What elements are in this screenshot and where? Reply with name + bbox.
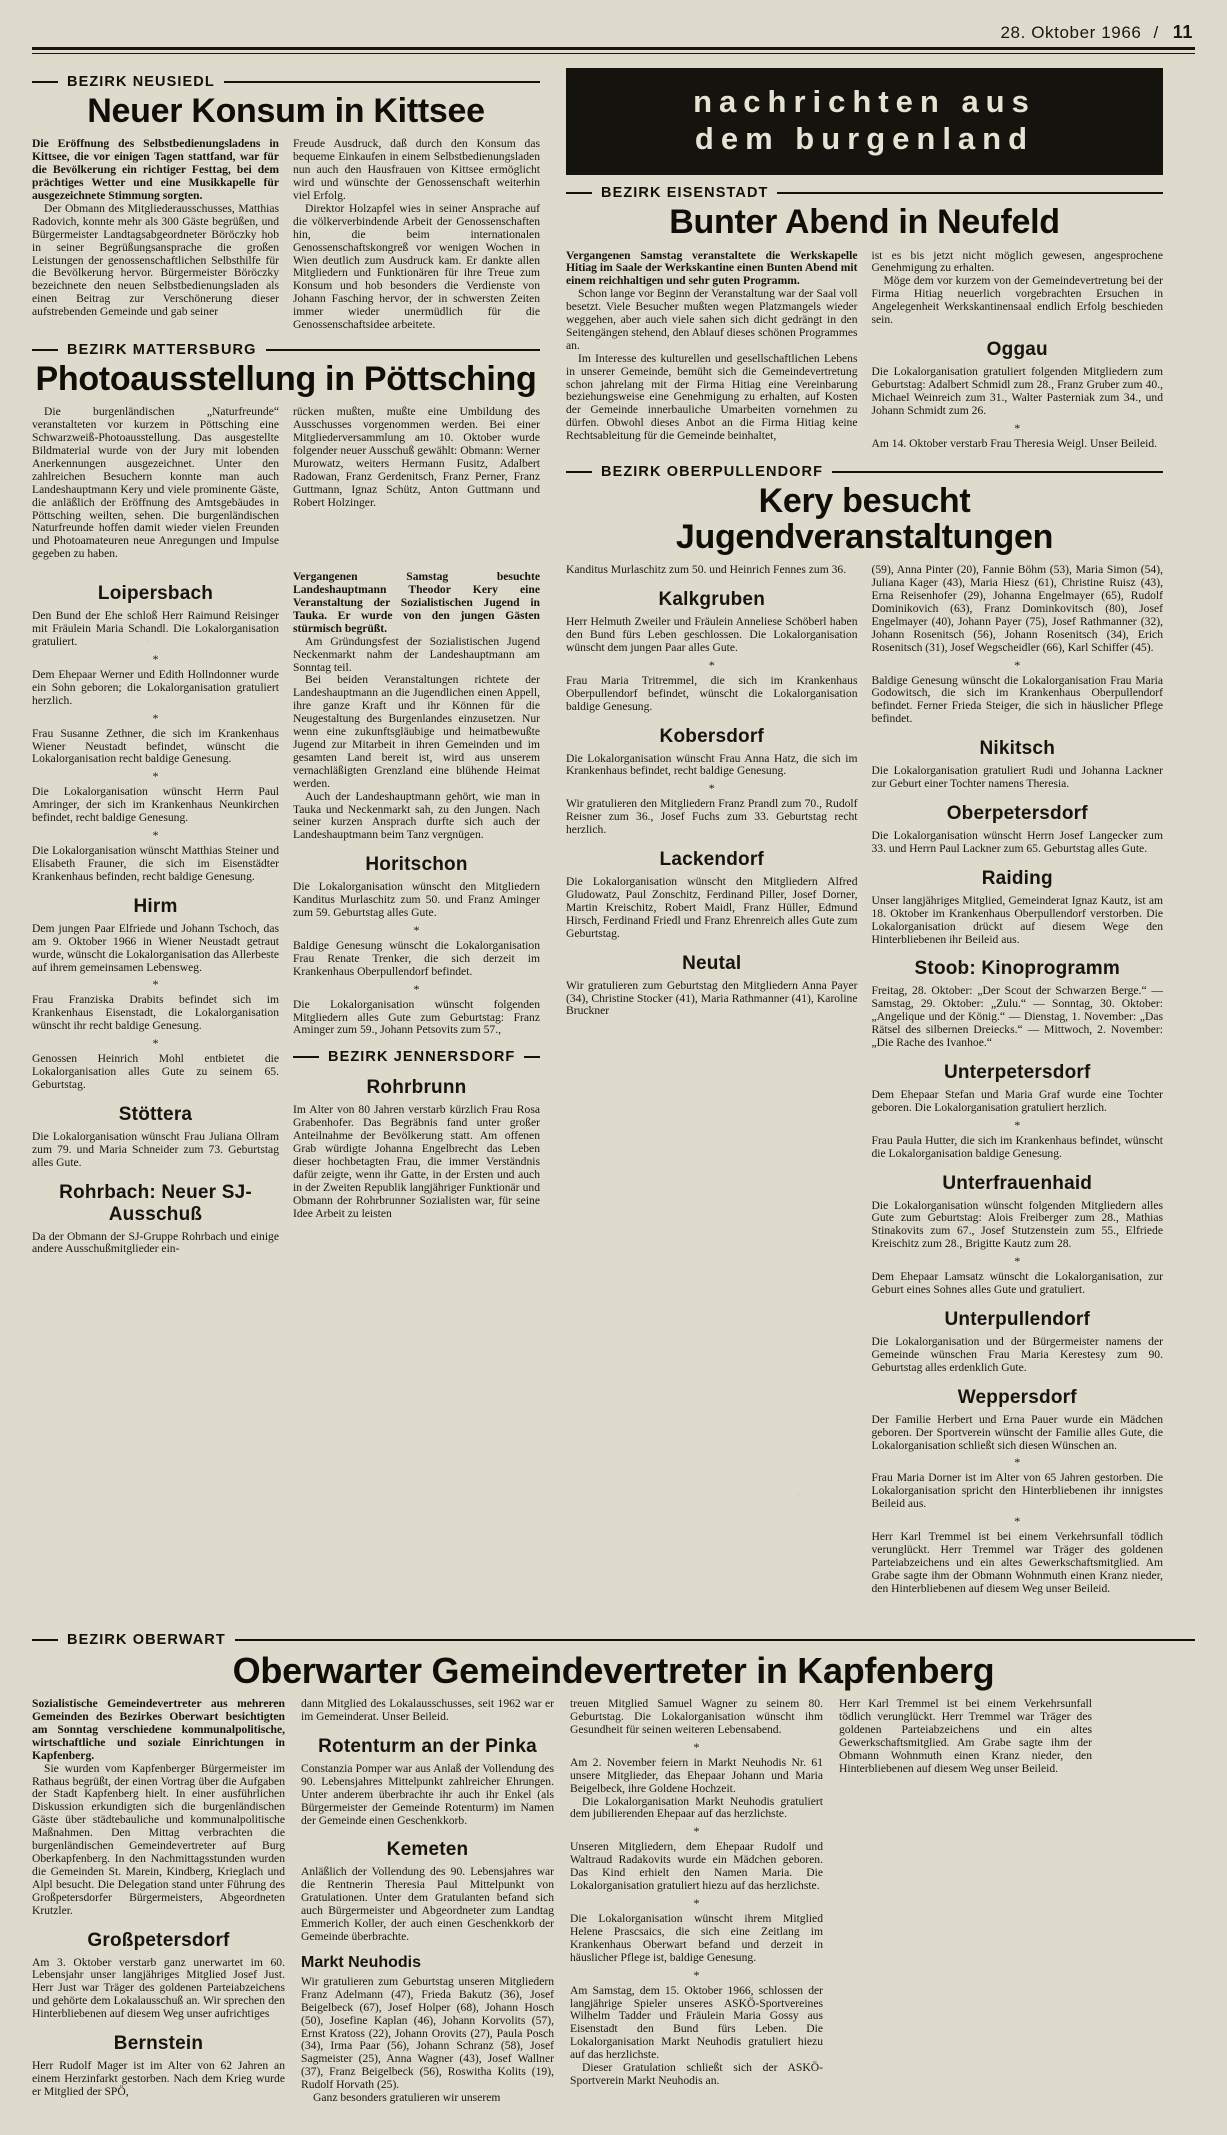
local-title-nikitsch: Nikitsch	[979, 738, 1055, 760]
oberpullendorf-body	[566, 564, 1163, 1596]
local-title-markt-neuhodis: Markt Neuhodis	[301, 1953, 422, 1971]
local-paragraph: Frau Maria Dorner ist im Alter von 65 Jahren gestorben. Die Lokalorganisation spricht den Hinterbliebenen ihr innigstes Beileid aus.	[871, 1471, 1163, 1511]
local-title-weppersdorf: Weppersdorf	[957, 1386, 1077, 1408]
paragraph-separator-asterisk: *	[152, 1036, 159, 1051]
oberwart-col-3	[570, 1698, 823, 2105]
section-label: BEZIRK JENNERSDORF	[328, 1049, 516, 1066]
local-paragraph: Da der Obmann der SJ-Gruppe Rohrbach und einige andere Ausschußmitglieder ein-	[32, 1229, 279, 1256]
paragraph-separator-asterisk: *	[1014, 420, 1021, 435]
paragraph-separator-asterisk: *	[152, 828, 159, 843]
headline-photoausstellung: Photoausstellung in Pöttsching	[35, 359, 537, 398]
article-paragraph: Auch der Landeshauptmann gehört, wie man in Tauka und Neckenmarkt sah, zu den Jungen. Nach seiner kurzen Ansprach durfte sich auch der Landeshauptmann beim Tanz vergnügen.	[293, 789, 540, 842]
local-title-bernstein: Bernstein	[113, 2033, 204, 2055]
rule-dash-icon	[32, 1639, 58, 1641]
headline-kery-besucht: Kery besucht Jugendveranstaltungen	[675, 482, 1054, 556]
oberpullendorf-col-3	[872, 564, 1164, 1596]
article-paragraph: dann Mitglied des Lokalausschusses, seit 1962 war er im Gemeinderat. Unser Beileid.	[301, 1697, 554, 1724]
banner-line-2: dem burgenland	[694, 120, 1035, 156]
section-header-oberwart	[32, 1632, 1195, 1648]
oberpullendorf-col-2	[566, 564, 858, 1596]
local-title-hirm: Hirm	[133, 895, 178, 917]
section-label: BEZIRK OBERPULLENDORF	[601, 464, 824, 481]
article-paragraph: Bei beiden Veranstaltungen richtete der Landeshauptmann an die Jugendlichen einen Appell, ihre ganze Kraft und ihr Können für die Neugestaltung des Burgenlandes einzusetzen. Nur wenn eine zukunftsgläubige und heimatbewußte Jugend zur Mitarbeit in ihren Gemeinden und im gesamten Land bereit ist, wird aus unserem vernachläßigten Grenzland eine blühende Heimat werden.	[293, 673, 540, 790]
local-paragraph: Herr Rudolf Mager ist im Alter von 62 Jahren an einem Herzinfarkt gestorben. Nach dem Krieg wurde er Mitglied der SPÖ,	[32, 2059, 285, 2098]
article-paragraph: rücken mußten, mußte eine Umbildung des Ausschusses vorgenommen werden. Bei einer Mitgliederversammlung am 10. Oktober wurde folgender neuer Ausschuß gewählt: Obmann: Werner Murowatz, weiters Hermann Fusitz, Adalbert Radowan, Franz Gerdenitsch, Franz Perner, Franz Guttmann, Ignaz Schütz, Anton Guttmann und Robert Holzinger.	[293, 405, 540, 509]
section-header-jennersdorf	[293, 1049, 540, 1065]
article-paragraph: Unseren Mitgliedern, dem Ehepaar Rudolf und Waltraud Radakovits wurde ein Mädchen geboren. Das Kind erhielt den Namen Maria. Die Lokalorganisation gratuliert hiezu auf das herzlichste.	[570, 1840, 823, 1893]
section-header-mattersburg	[32, 342, 540, 358]
locals-col-2	[293, 571, 540, 1256]
local-title-unterfrauenhaid: Unterfrauenhaid	[942, 1172, 1093, 1194]
neusiedl-body	[32, 138, 540, 332]
paragraph-separator-asterisk: *	[693, 1896, 700, 1911]
local-paragraph: Baldige Genesung wünscht die Lokalorganisation Frau Renate Trenker, die sich derzeit im Krankenhaus Oberpullendorf befindet.	[293, 938, 540, 978]
local-paragraph: Frau Maria Tritremmel, die sich im Krankenhaus Oberpullendorf befindet, wünscht die Lokalorganisation baldige Genesung.	[566, 673, 858, 713]
article-paragraph: Schon lange vor Beginn der Veranstaltung war der Saal voll besetzt. Viele Besucher mußten wegen Platzmangels wieder weggehen, aber auch viele sahen sich dicht gedrängt in den Seitengängen stehend, den Ablauf dieses schönen Programmes an.	[566, 287, 858, 352]
section-header-eisenstadt	[566, 185, 1163, 201]
paragraph-separator-asterisk: *	[413, 922, 420, 937]
local-title-horitschon: Horitschon	[365, 854, 468, 876]
masthead	[0, 0, 1227, 47]
local-paragraph: Die Lokalorganisation wünscht den Mitgliedern Kanditus Murlaschitz zum 50. und Franz Aminger zum 59. Geburtstag alles Gute.	[293, 880, 540, 920]
local-title-kobersdorf: Kobersdorf	[659, 725, 764, 747]
masthead-banner	[566, 68, 1163, 175]
article-paragraph: Am 2. November feiern in Markt Neuhodis Nr. 61 unsere Mitglieder, das Ehepaar Johann und Maria Beigelbeck, ihre Goldene Hochzeit.	[570, 1755, 823, 1795]
local-paragraph: Die Lokalorganisation wünscht folgenden Mitgliedern alles Gute zum Geburtstag: Franz Aminger zum 59., Johann Petsovits zum 57.,	[293, 997, 540, 1037]
local-title-oggau: Oggau	[986, 338, 1048, 360]
paragraph-separator-asterisk: *	[708, 781, 715, 796]
article-paragraph: treuen Mitglied Samuel Wagner zu seinem 80. Geburtstag. Die Lokalorganisation wünscht ihm Gesundheit für seinen weiteren Lebensabend.	[570, 1697, 823, 1736]
article-paragraph: Herr Karl Tremmel ist bei einem Verkehrsunfall tödlich verunglückt. Herr Tremmel war Träger des goldenen Parteiabzeichens und ein altes Gewerkschaftsmitglied. Am Grabe sagte ihm der Obmann Wohnmuth einen Kranz nieder, den Hinterbliebenen auf diesem Weg unser Beileid.	[839, 1697, 1092, 1775]
section-header-oberpullendorf	[566, 464, 1163, 480]
oberwart-section	[0, 1632, 1227, 2135]
local-paragraph: Genossen Heinrich Mohl entbietet die Lokalorganisation alles Gute zu seinem 65. Geburtstag.	[32, 1052, 279, 1091]
local-paragraph: Den Bund der Ehe schloß Herr Raimund Reisinger mit Fräulein Maria Schandl. Die Lokalorganisation gratuliert.	[32, 609, 279, 648]
paragraph-separator-asterisk: *	[708, 657, 715, 672]
local-title-lackendorf: Lackendorf	[659, 849, 764, 871]
oberwart-col-4	[839, 1698, 1092, 2105]
headline-bunter-abend: Bunter Abend in Neufeld	[669, 203, 1060, 242]
local-paragraph: Im Alter von 80 Jahren verstarb kürzlich Frau Rosa Grabenhofer. Das Begräbnis fand unter großer Anteilnahme der Bevölkerung statt. Am offenen Grab würdigte Johanna Engelbrecht das Leben dieser hochbetagten Frau, die immer Verständnis dafür zeigte, wenn ihr Gatte, in der Ersten und auch in der Zweiten Republik langjähriger Funktionär und Obmann der Rohrbrunner Sozialisten war, für seine Idee Arbeit zu leisten	[293, 1103, 540, 1220]
article-lead: Sozialistische Gemeindevertreter aus mehreren Gemeinden des Bezirkes Oberwart besichtigten am Sonntag verschiedene kommunalpolitische, wirtschaftliche und soziale Einrichtungen in Kapfenberg.	[32, 1697, 285, 1762]
oberwart-body	[32, 1698, 1195, 2105]
local-title-stoettera: Stöttera	[118, 1103, 193, 1125]
article-paragraph: Möge dem vor kurzem von der Gemeindevertretung bei der Firma Hitiag neuerlich vorgebrachten Ersuchen in Angelegenheit Werkskantinensaal endlich Erfolg beschieden sein.	[871, 274, 1163, 327]
left-column-group	[32, 64, 552, 1596]
paragraph-separator-asterisk: *	[1014, 1254, 1021, 1269]
local-paragraph: Frau Susanne Zethner, die sich im Krankenhaus Wiener Neustadt befindet, wünscht die Lokalorganisation recht baldige Genesung.	[32, 726, 279, 766]
local-paragraph: Am 14. Oktober verstarb Frau Theresia Weigl. Unser Beileid.	[871, 436, 1158, 450]
local-paragraph: Ganz besonders gratulieren wir unserem	[313, 2091, 501, 2105]
mattersburg-body	[32, 406, 540, 561]
rule-dash-icon	[566, 471, 592, 473]
local-paragraph: Wir gratulieren zum Geburtstag unseren Mitgliedern Franz Adelmann (47), Frieda Bakutz (36), Josef Beigelbeck (67), Josef Holper (68), Johann Hosch (50), Josefine Kaplan (46), Johann Korvolits (57), Ernst Kratoss (22), Johann Orovits (27), Paula Posch (34), Irma Paar (56), Johann Schranz (58), Josef Sagmeister (25), Anna Wagner (43), Josef Wallner (37), Franz Beigelbeck (56), Roswitha Kolits (19), Rudolf Horvath (25).	[301, 1974, 554, 2092]
local-title-neutal: Neutal	[682, 952, 742, 974]
rule-dash-icon	[777, 192, 1163, 194]
local-title-unterpullendorf: Unterpullendorf	[944, 1309, 1090, 1331]
local-paragraph: Am 3. Oktober verstarb ganz unerwartet im 60. Lebensjahr unser langjähriges Mitglied Josef Just. Herr Just war Träger des goldenen Parteiabzeichens und gehörte dem Lokalausschuß an. Wir sprechen den Hinterbliebenen auf diesem Weg unser aufrichtiges	[32, 1955, 285, 2021]
local-paragraph: Wir gratulieren zum Geburtstag den Mitgliedern Anna Payer (34), Christine Stocker (41), Maria Rathmanner (41), Karoline Bruckner	[566, 978, 858, 1018]
article-paragraph: Sie wurden vom Kapfenberger Bürgermeister im Rathaus begrüßt, der einen Vortrag über die Aufgaben der Stadt Kapfenberg hielt. In einer ausführlichen Diskussion erkundigten sich die burgenländischen Gäste über städtebauliche und kommunalpolitische Maßnahmen. Den Mittag verbrachten die burgenländischen Gemeindevertreter auf Burg Oberkapfenberg. In den Nachmittagsstunden wurden die Gemeinden St. Marein, Kindberg, Krieglach und Alpl besucht. Die Delegation stand unter Führung des Großpetersdorfer Bürgermeisters, Abgeordneten Krutzler.	[32, 1761, 285, 1917]
local-paragraph: Die Lokalorganisation gratuliert Rudi und Johanna Lackner zur Geburt einer Tochter namens Theresia.	[871, 764, 1163, 791]
local-title-kemeten: Kemeten	[386, 1839, 469, 1861]
article-paragraph: Der Obmann des Mitgliederausschusses, Matthias Radovich, konnte mehr als 300 Gäste begrüßen, und Bürgermeister Landtagsabgeordneter Böröczky hob in seiner Begrüßungsansprache die großen Leistungen der genossenschaftlichen Selbsthilfe für die Bevölkerung hervor. Bürgermeister Böröczky bezeichnete den neuen Selbstbedienungsladen als einen Beitrag zur Verschönerung dieser aufstrebenden Gemeinde und gab seiner	[32, 201, 279, 319]
local-paragraph: Die Lokalorganisation wünscht Frau Juliana Ollram zum 79. und Maria Schneider zum 73. Geburtstag alles Gute.	[32, 1129, 279, 1169]
local-paragraph: Die Lokalorganisation wünscht den Mitgliedern Alfred Gludowatz, Paul Zonschitz, Ferdinand Piller, Josef Dorner, Martin Kreischitz, Robert Maidl, Franz Hüller, Edmund Hirsch, Ferdinand Friedl und Franz Ehrenreich alles Gute zum Geburtstag.	[566, 875, 858, 940]
rule-dash-icon	[524, 1056, 540, 1058]
page-number: 11	[1172, 22, 1193, 42]
rule-dash-icon	[32, 349, 58, 351]
local-title-kalkgruben: Kalkgruben	[658, 589, 766, 611]
locals-col-1	[32, 571, 279, 1256]
article-paragraph: Direktor Holzapfel wies in seiner Ansprache auf die völkerverbindende Arbeit der Genossenschaften hin, die beim internationalen Genossenschaftskongreß vor wenigen Wochen in Wien deutlich zum Ausdruck kam. Er dankte allen Mitgliedern und Funktionären für ihre Treue zum Konsum und hob besonders die Verdienste von Johann Fasching hervor, der in schwersten Zeiten immer wieder unermüdlich für die Genossenschaftsidee arbeitete.	[293, 201, 540, 332]
article-lead: Vergangenen Samstag veranstaltete die Werkskapelle Hitiag im Saale der Werkskantine einen Bunten Abend mit einem reichhaltigen und sehr guten Programm.	[566, 248, 858, 288]
article-paragraph: Am Samstag, dem 15. Oktober 1966, schlossen der langjährige Spieler unseres ASKÖ-Sportvereines Wilhelm Tadder und Fräulein Maria Gossy aus Eisenstadt den Bund fürs Leben. Die Lokalorganisation Markt Neuhodis gratuliert hiezu auf das herzlichste.	[570, 1983, 823, 2062]
local-paragraph: Herr Karl Tremmel ist bei einem Verkehrsunfall tödlich verunglückt. Herr Tremmel war Träger des goldenen Parteiabzeichens und ein altes Gewerkschaftsmitglied. Am Grabe sagte ihm der Obmann Wohnmuth einen Kranz nieder, den Hinterbliebenen auf diesem Weg unser Beileid.	[871, 1530, 1163, 1595]
paragraph-separator-asterisk: *	[152, 977, 159, 992]
local-paragraph: Der Familie Herbert und Erna Pauer wurde ein Mädchen geboren. Der Sportverein wünscht der Familie alles Gute, die Lokalorganisation schließt sich diesen Wünschen an.	[871, 1412, 1163, 1452]
local-paragraph: Dem Ehepaar Stefan und Maria Graf wurde eine Tochter geboren. Die Lokalorganisation gratuliert herzlich.	[871, 1087, 1163, 1114]
article-paragraph: Im Interesse des kulturellen und gesellschaftlichen Lebens in unserer Gemeinde, bemüht sich die Gemeindevertretung schon jahrelang mit der Firma Hitiag eine Vereinbarung beziehungsweise eine Genehmigung zu erhalten, auf Kosten der Gemeinde innerbauliche Umarbeiten vornehmen zu dürfen. Obwohl dieses Anbot an die Firma Hitiag keine Rechtsableitung für die Gemeinde beinhaltet,	[566, 351, 858, 443]
local-title-rohrbach: Rohrbach: Neuer SJ-Ausschuß	[59, 1181, 252, 1225]
local-paragraph: Die Lokalorganisation wünscht folgenden Mitgliedern alles Gute zum Geburtstag: Alois Freiberger zum 28., Mathias Stinakovits zum 67., Josef Stutzenstein zum 55., Elfriede Kreischitz zum 28., Brigitte Kautz zum 28.	[871, 1198, 1163, 1251]
local-paragraph: Constanzia Pomper war aus Anlaß der Vollendung des 90. Lebensjahres Mittelpunkt zahlreicher Ehrungen. Unter anderem überbrachte ihr auch ihr Enkel (als Bürgermeister der Gemeinde Rotenturm) im Namen der Gemeinde einen Geschenkkorb.	[301, 1761, 554, 1827]
mattersburg-locals	[32, 571, 540, 1256]
masthead-date: 28. Oktober 1966	[1000, 23, 1142, 42]
article-paragraph: Dieser Gratulation schließt sich der ASKÖ-Sportverein Markt Neuhodis an.	[570, 2061, 823, 2087]
paragraph-separator-asterisk: *	[152, 710, 159, 725]
paragraph-separator-asterisk: *	[693, 1967, 700, 1982]
local-paragraph: Die Lokalorganisation wünscht Herrn Paul Amringer, der sich im Krankenhaus Neunkirchen befindet, recht baldige Genesung.	[32, 785, 279, 825]
article-lead: Vergangenen Samstag besuchte Landeshauptmann Theodor Kery eine Veranstaltung der Sozialistischen Jugend in Tauka. Er wurde von den jungen Gästen stürmisch begrüßt.	[293, 570, 540, 635]
rule-dash-icon	[224, 81, 540, 83]
rule-dash-icon	[832, 471, 1163, 473]
right-column-group	[552, 64, 1163, 1596]
article-paragraph: Die Lokalorganisation Markt Neuhodis gratuliert dem jubilierenden Ehepaar auf das herzlichste.	[570, 1794, 823, 1821]
rule-dash-icon	[293, 1056, 319, 1058]
section-header-neusiedl	[32, 74, 540, 90]
local-paragraph: Die Lokalorganisation gratuliert folgenden Mitgliedern zum Geburtstag: Adalbert Schmidl zum 28., Franz Gruber zum 40., Michael Weinreich zum 31., Walter Pasterniak zum 34., und Johann Schmidt zum 26.	[871, 364, 1163, 417]
eisenstadt-body	[566, 250, 1163, 451]
article-paragraph: Die Lokalorganisation wünscht ihrem Mitglied Helene Prascsaics, die sich eine Zeitlang im Krankenhaus Oberwart befand und derzeit in häuslicher Pflege ist, baldige Genesung.	[570, 1912, 823, 1964]
paragraph-separator-asterisk: *	[1014, 657, 1021, 672]
paragraph-separator-asterisk: *	[152, 769, 159, 784]
top-rule	[32, 47, 1195, 54]
article-paragraph: (59), Anna Pinter (20), Fannie Böhm (53), Maria Simon (54), Juliana Kager (43), Maria Hiesz (61), Christine Ruisz (43), Erna Reisenhofer (29), Johanna Engelmayer (65), Rudolf Dominikovich (63), Franz Dominkovitsch (80), Josef Engelmayer (40), Johann Payer (75), Josef Rathmanner (32), Johann Rosenitsch (56), Johann Rosenitsch (34), Erich Rosenitsch (31), Josef Wegscheidler (66), Karl Schiffer (45).	[871, 563, 1163, 654]
local-paragraph: Unser langjähriges Mitglied, Gemeinderat Ignaz Kautz, ist am 18. Oktober im Krankenhaus Oberpullendorf verstorben. Die Lokalorganisation drückt auf diesem Wege den Hinterbliebenen ihr Beileid aus.	[871, 893, 1163, 946]
paragraph-separator-asterisk: *	[693, 1739, 700, 1754]
local-title-stoob: Stoob: Kinoprogramm	[914, 958, 1120, 980]
article-paragraph: Baldige Genesung wünscht die Lokalorganisation Frau Maria Godowitsch, die sich im Krankenhaus Oberpullendorf befindet. Ferner Frieda Steiger, die sich in häuslicher Pflege befindet.	[871, 673, 1163, 726]
masthead-separator: /	[1153, 23, 1159, 42]
local-title-raiding: Raiding	[981, 867, 1053, 889]
local-title-rohrbrunn: Rohrbrunn	[366, 1077, 467, 1099]
rule-dash-icon	[32, 81, 58, 83]
headline-oberwarter-gemeindevertreter: Oberwarter Gemeindevertreter in Kapfenberg	[232, 1649, 995, 1691]
local-title-rotenturm: Rotenturm an der Pinka	[318, 1735, 537, 1757]
local-title-grosspetersdorf: Großpetersdorf	[87, 1929, 230, 1951]
local-paragraph: Dem Ehepaar Werner und Edith Hollndonner wurde ein Sohn geboren; die Lokalorganisation gratuliert herzlich.	[32, 667, 279, 707]
local-paragraph: Frau Paula Hutter, die sich im Krankenhaus befindet, wünscht die Lokalorganisation baldige Genesung.	[871, 1133, 1163, 1160]
page-content	[0, 54, 1227, 1622]
oberwart-col-2	[301, 1698, 554, 2105]
local-paragraph: Herr Helmuth Zweiler und Fräulein Anneliese Schöberl haben den Bund fürs Leben geschlossen. Die Lokalorganisation wünscht dem jungen Paar alles Gute.	[566, 615, 858, 654]
banner-line-1: nachrichten aus	[693, 84, 1036, 119]
paragraph-separator-asterisk: *	[413, 981, 420, 996]
local-paragraph: Freitag, 28. Oktober: „Der Scout der Schwarzen Berge.“ — Samstag, 29. Oktober: „Zulu.“ — Sonntag, 30. Oktober: „Angelique und der König.“ — Dienstag, 1. November: „Das Rätsel des silbernen Dreiecks.“ — Mittwoch, 2. November: „Die Rache des Ivanhoe.“	[871, 984, 1163, 1050]
section-label: BEZIRK EISENSTADT	[601, 185, 769, 202]
local-paragraph: Dem Ehepaar Lamsatz wünscht die Lokalorganisation, zur Geburt eines Sohnes alles Gute und gratuliert.	[871, 1270, 1163, 1297]
local-title-oberpetersdorf: Oberpetersdorf	[946, 802, 1088, 824]
local-paragraph: Frau Franziska Drabits befindet sich im Krankenhaus Eisenstadt, die Lokalorganisation wünscht ihr recht baldige Genesung.	[32, 993, 279, 1033]
rule-dash-icon	[566, 192, 592, 194]
article-paragraph: ist es bis jetzt nicht möglich gewesen, angesprochene Genehmigung zu erhalten.	[871, 248, 1163, 275]
local-paragraph: Die Lokalorganisation wünscht Matthias Steiner und Elisabeth Frauner, die sich im Eisenstädter Krankenhaus befinden, recht baldige Genesung.	[32, 844, 279, 883]
paragraph-separator-asterisk: *	[693, 1824, 700, 1839]
rule-dash-icon	[266, 349, 541, 351]
article-paragraph: Die burgenländischen „Naturfreunde“ veranstalteten vor kurzem in Pöttsching eine Schwarzweiß-Photoausstellung. Das ausgestellte Bildmaterial wurde von der Jury mit lobenden Anerkennungen ausgezeichnet. Unter den zahlreichen Besuchern konnte man auch Landeshauptmann Kery und viele prominente Gäste, die anläßlich der Eröffnung des Amtsgebäudes in Pöttsching weilten, sehen. Die burgenländischen Naturfreunde hoffen damit wieder vielen Freunden und Photoamateuren neue Anregungen und Impulse gegeben zu haben.	[32, 405, 279, 561]
local-paragraph: Die Lokalorganisation und der Bürgermeister namens der Gemeinde wünschen Frau Maria Kerestesy zum 90. Geburtstag alles erdenklich Gute.	[871, 1335, 1163, 1374]
paragraph-separator-asterisk: *	[1014, 1117, 1021, 1132]
local-title-loipersbach: Loipersbach	[97, 583, 214, 605]
paragraph-separator-asterisk: *	[152, 651, 159, 666]
paragraph-separator-asterisk: *	[1014, 1514, 1021, 1529]
article-lead: Die Eröffnung des Selbstbedienungsladens in Kittsee, die vor einigen Tagen stattfand, war für die Bevölkerung ein richtiger Festtag, bei dem prächtiges Wetter und eine Musikkapelle für ausgezeichnete Stimmung sorgten.	[32, 137, 279, 202]
local-paragraph: Wir gratulieren den Mitgliedern Franz Prandl zum 70., Rudolf Reisner zum 36., Josef Fuchs zum 33. Geburtstag recht herzlich.	[566, 797, 858, 837]
section-label: BEZIRK OBERWART	[67, 1631, 226, 1648]
article-paragraph: Am Gründungsfest der Sozialistischen Jugend Neckenmarkt nahm der Landeshauptmann am Sonntag teil.	[293, 634, 540, 674]
local-paragraph: Die Lokalorganisation wünscht Herrn Josef Langecker zum 33. und Herrn Paul Lackner zum 65. Geburtstag alles Gute.	[871, 828, 1163, 855]
section-label: BEZIRK MATTERSBURG	[67, 341, 257, 358]
section-label: BEZIRK NEUSIEDL	[67, 74, 215, 90]
paragraph-separator-asterisk: *	[1014, 1455, 1021, 1470]
oberwart-col-1	[32, 1698, 285, 2105]
rule-dash-icon	[235, 1639, 1195, 1641]
article-paragraph: Freude Ausdruck, daß durch den Konsum das bequeme Einkaufen in einem Selbstbedienungsladen nun auch den Hausfrauen von Kittsee ermöglicht wird und wünschte der Genossenschaft weiterhin viel Erfolg.	[293, 137, 540, 202]
local-paragraph: Dem jungen Paar Elfriede und Johann Tschoch, das am 9. Oktober 1966 in Wiener Neustadt getraut wurde, wünscht die Lokalorganisation das Allerbeste auf ihrem gemeinsamen Lebensweg.	[32, 921, 279, 974]
local-title-unterpetersdorf: Unterpetersdorf	[943, 1061, 1091, 1083]
local-paragraph: Die Lokalorganisation wünscht Frau Anna Hatz, die sich im Krankenhaus befindet, recht baldige Genesung.	[566, 751, 858, 778]
article-paragraph: Kanditus Murlaschitz zum 50. und Heinrich Fennes zum 36.	[566, 563, 847, 577]
local-paragraph: Anläßlich der Vollendung des 90. Lebensjahres war die Rentnerin Theresia Paul Mittelpunkt von Gratulationen. Unter dem Gratulanten befand sich auch Bürgermeister und Abgeordneter zum Landtag Emmerich Koller, der auch einen Geschenkkorb der Gemeinde überbrachte.	[301, 1865, 554, 1944]
headline-neuer-konsum: Neuer Konsum in Kittsee	[87, 92, 485, 130]
